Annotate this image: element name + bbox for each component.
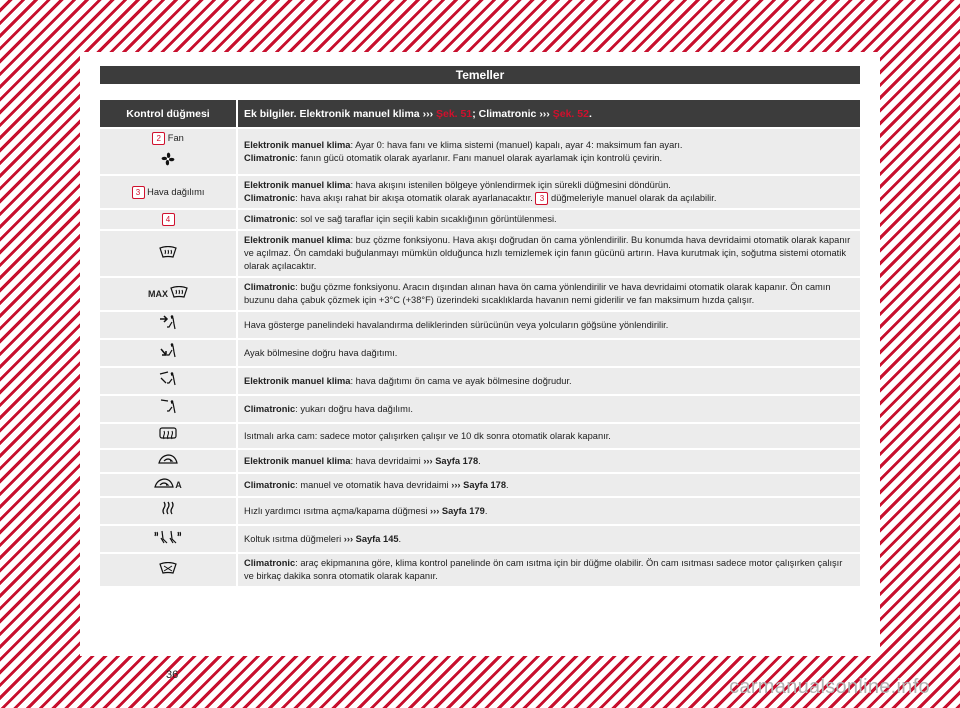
- table-row: [100, 553, 860, 587]
- windshield-heat-icon: [159, 562, 177, 578]
- info-line: [244, 152, 854, 165]
- control-cell: [100, 395, 237, 423]
- info-text: : hava akışını istenilen bölgeye yönlendirmek için sürekli düğmesini döndürün.: [350, 180, 671, 191]
- info-line: [244, 430, 854, 443]
- col-header-control: Kontrol düğmesi: [100, 100, 237, 128]
- col-header-info: Ek bilgiler. Elektronik manuel klima ››› Şek. 51; Climatronic ››› Şek. 52.: [237, 100, 860, 128]
- air-chest-icon: [159, 315, 177, 335]
- ref-end: .: [506, 479, 509, 490]
- section-title: Temeller: [100, 66, 860, 84]
- info-cell: [237, 473, 860, 497]
- callout-number: 3: [132, 186, 145, 199]
- info-cell: [237, 230, 860, 277]
- info-line: [244, 347, 854, 360]
- info-cell: [237, 339, 860, 367]
- figure-ref-51[interactable]: Şek. 51: [436, 107, 473, 120]
- control-icon-wrap: [106, 151, 230, 171]
- table-header-row: [100, 100, 860, 128]
- info-cell: [237, 395, 860, 423]
- info-text: : yukarı doğru hava dağılımı.: [295, 403, 413, 414]
- info-text: Hızlı yardımcı ısıtma açma/kapama düğmesi: [244, 505, 428, 516]
- info-term: Elektronik manuel klima: [244, 139, 351, 150]
- info-line: [244, 234, 854, 273]
- air-up-icon: [159, 399, 177, 419]
- info-text: : buğu çözme fonksiyonu. Aracın dışından alınan hava ön cama yönlendirilir ve hava devridaimi otomatik olarak kapanır. Ön camın buzunu daha çabuk çözmek için +3°C (+38°F) üzerindeki sıcaklıklarda havanın nemi giderilir ve fan maksimum hızda çalışır.: [244, 282, 831, 306]
- info-term: Climatronic: [244, 214, 296, 225]
- control-icon-wrap: [106, 246, 230, 262]
- info-text: : sol ve sağ taraflar için seçili kabin sıcaklığının görüntülenmesi.: [295, 214, 557, 225]
- seat-heating-icon: [153, 529, 183, 549]
- info-cell: [237, 277, 860, 311]
- info-cell: [237, 367, 860, 395]
- info-text: : hava dağıtımı ön cama ve ayak bölmesine doğrudur.: [350, 375, 572, 386]
- table-row: [100, 209, 860, 230]
- callout-number: 2: [152, 132, 165, 145]
- info-line: [244, 213, 854, 226]
- rear-window-heat-icon: [159, 427, 177, 445]
- info-line: [244, 403, 854, 416]
- figure-ref-52[interactable]: Şek. 52: [552, 107, 589, 120]
- control-cell: [100, 339, 237, 367]
- control-label-line: [106, 132, 230, 145]
- control-cell: [100, 553, 237, 587]
- control-cell: [100, 367, 237, 395]
- info-line: [244, 533, 854, 546]
- info-cell: [237, 311, 860, 339]
- info-term: Climatronic: [244, 479, 296, 490]
- control-icon-wrap: [106, 453, 230, 469]
- max-defrost-icon: [170, 286, 188, 302]
- info-cell: [237, 449, 860, 473]
- control-label-line: [106, 186, 230, 199]
- table-row: [100, 497, 860, 525]
- table-row: [100, 449, 860, 473]
- control-icon-wrap: [106, 529, 230, 549]
- control-cell: [100, 277, 237, 311]
- auxiliary-heater-icon: [161, 501, 175, 521]
- info-term: Elektronik manuel klima: [244, 235, 351, 246]
- table-row: [100, 473, 860, 497]
- control-icon-wrap: [106, 286, 230, 302]
- air-windshield-feet-icon: [159, 371, 177, 391]
- control-cell: [100, 209, 237, 230]
- info-text: : araç ekipmanına göre, klima kontrol panelinde ön cam ısıtma için bir düğme olabilir. Ön cam ısıtması sadece motor çalışırken çalışır ve birkaç dakika sonra otomatik olarak kapanır.: [244, 558, 843, 582]
- control-label: Fan: [167, 133, 184, 143]
- control-icon-wrap: [106, 477, 230, 493]
- info-cell: [237, 553, 860, 587]
- windshield-defrost-icon: [159, 246, 177, 262]
- control-icon-wrap: [106, 371, 230, 391]
- table-row: [100, 277, 860, 311]
- info-term: Elektronik manuel klima: [244, 375, 351, 386]
- info-cell: [237, 525, 860, 553]
- control-cell: [100, 449, 237, 473]
- table-row: [100, 339, 860, 367]
- info-cell: [237, 128, 860, 175]
- fan-icon: [160, 151, 176, 171]
- ref-arrow: ›››: [430, 505, 440, 516]
- table-row: [100, 395, 860, 423]
- table-row: [100, 423, 860, 449]
- info-text-after: düğmeleriyle manuel olarak da açılabilir.: [551, 193, 717, 204]
- control-icon-wrap: [106, 315, 230, 335]
- callout-number: 3: [535, 192, 548, 205]
- table-row: [100, 525, 860, 553]
- controls-table: [100, 100, 860, 588]
- control-cell: [100, 311, 237, 339]
- info-term: Climatronic: [244, 403, 296, 414]
- info-line: [244, 479, 854, 492]
- info-line: [244, 375, 854, 388]
- control-cell: [100, 525, 237, 553]
- auto-recirculation-icon: [154, 477, 174, 493]
- info-cell: [237, 209, 860, 230]
- control-icon-wrap: [106, 399, 230, 419]
- control-icon-wrap: [106, 562, 230, 578]
- info-line: [244, 505, 854, 518]
- info-text: Hava gösterge panelindeki havalandırma deliklerinden sürücünün veya yolcuların göğsüne yönlendirilir.: [244, 319, 669, 330]
- info-text: : buz çözme fonksiyonu. Hava akışı doğrudan ön cama yönlendirilir. Bu konumda hava devridaimi otomatik olarak kapanır ve açılmaz. Ön camdaki buğulanmayı mümkün olduğunca hızlı temizlemek için fanın gücünü artırın. Hava kurutmak için, soğutma sistemi otomatik olarak açılacaktır.: [244, 235, 851, 272]
- info-cell: [237, 175, 860, 209]
- info-term: Climatronic: [244, 193, 296, 204]
- page-ref-link[interactable]: Sayfa 145: [355, 533, 399, 544]
- control-icon-wrap: [106, 501, 230, 521]
- info-line: [244, 557, 854, 583]
- info-text: : hava akışı rahat bir akışa otomatik olarak ayarlanacaktır.: [295, 193, 533, 204]
- info-term: Elektronik manuel klima: [244, 180, 351, 191]
- info-text: : fanın gücü otomatik olarak ayarlanır. Fanı manuel olarak ayarlamak için kontrolü çevirin.: [295, 152, 663, 163]
- control-icon-wrap: [106, 427, 230, 445]
- ref-end: .: [484, 505, 488, 516]
- info-term: Climatronic: [244, 152, 296, 163]
- control-cell: [100, 473, 237, 497]
- air-feet-icon: [159, 343, 177, 363]
- control-label-line: [106, 213, 230, 226]
- info-term: Climatronic: [244, 282, 296, 293]
- info-line: [244, 319, 854, 332]
- control-cell: [100, 497, 237, 525]
- info-line: [244, 139, 854, 152]
- ref-arrow: ›››: [423, 455, 433, 466]
- control-cell: [100, 423, 237, 449]
- control-cell: [100, 175, 237, 209]
- manual-page: [80, 52, 880, 681]
- page-number: 36: [166, 669, 179, 681]
- info-term: Climatronic: [244, 558, 296, 569]
- control-cell: [100, 230, 237, 277]
- recirculation-icon: [158, 453, 178, 469]
- info-term: Elektronik manuel klima: [244, 455, 351, 466]
- info-text: Koltuk ısıtma düğmeleri: [244, 533, 342, 544]
- page-ref-link[interactable]: Sayfa 178: [463, 479, 507, 490]
- info-text: : manuel ve otomatik hava devridaimi: [295, 479, 449, 490]
- auto-label: A: [175, 479, 182, 490]
- table-row: [100, 128, 860, 175]
- ref-arrow: ›››: [451, 479, 461, 490]
- control-cell: [100, 128, 237, 175]
- info-line: [244, 179, 854, 192]
- info-text: : hava devridaimi: [350, 455, 421, 466]
- table-row: [100, 175, 860, 209]
- table-row: [100, 311, 860, 339]
- info-cell: [237, 423, 860, 449]
- page-ref-link[interactable]: Sayfa 179: [441, 505, 485, 516]
- info-text: : Ayar 0: hava fanı ve klima sistemi (manuel) kapalı, ayar 4: maksimum fan ayarı.: [350, 139, 683, 150]
- control-label: Hava dağılımı: [147, 186, 205, 197]
- info-line: [244, 192, 854, 205]
- page-ref-link[interactable]: Sayfa 178: [435, 455, 479, 466]
- ref-end: .: [478, 455, 481, 466]
- watermark: carmanualsonline.info: [729, 676, 930, 698]
- control-icon-wrap: [106, 343, 230, 363]
- info-line: [244, 281, 854, 307]
- info-cell: [237, 497, 860, 525]
- table-row: [100, 367, 860, 395]
- ref-end: .: [398, 533, 402, 544]
- info-text: Isıtmalı arka cam: sadece motor çalışırken çalışır ve 10 dk sonra otomatik olarak kapanır.: [244, 430, 611, 441]
- callout-number: 4: [162, 213, 175, 226]
- info-line: [244, 455, 854, 468]
- max-label: MAX: [148, 288, 168, 299]
- ref-arrow: ›››: [343, 533, 354, 544]
- table-row: [100, 230, 860, 277]
- info-text: Ayak bölmesine doğru hava dağıtımı.: [244, 347, 398, 358]
